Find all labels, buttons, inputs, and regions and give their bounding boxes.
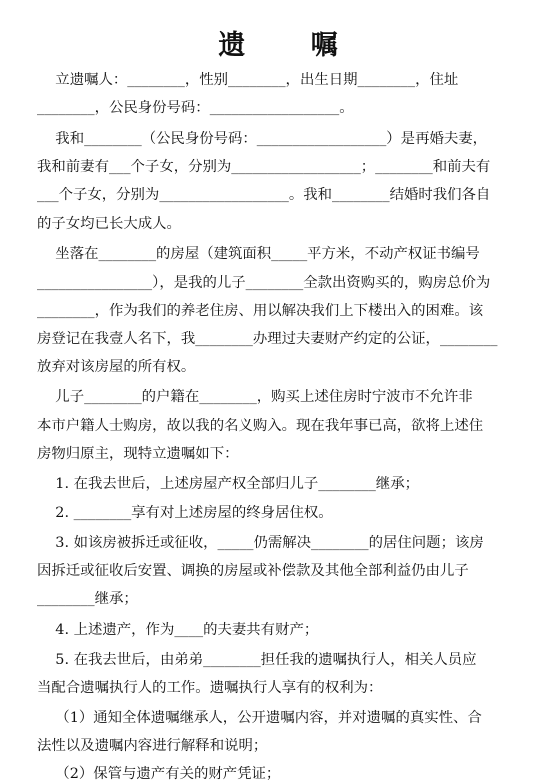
text-line-16: 2. ________享有对上述房屋的终身居住权。 [37, 505, 333, 521]
document-title: 遗 嘱 [218, 30, 366, 61]
text-line-17: 3. 如该房被拆迁或征收，_____仍需解决________的居住问题；该房 [37, 535, 484, 551]
text-line-21: 5. 在我去世后，由弟弟________担任我的遗嘱执行人，相关人员应 [37, 652, 477, 668]
text-line-15: 1. 在我去世后，上述房屋产权全部归儿子________继承； [37, 476, 419, 492]
text-line-18: 因拆迁或征收后安置、调换的房屋或补偿款及其他全部利益仍由儿子 [37, 563, 469, 579]
text-line-8: ________________），是我的儿子________全款出资购买的，购房总价为 [37, 275, 491, 291]
text-line-11: 放弃对该房屋的所有权。 [37, 359, 196, 375]
text-line-22: 当配合遗嘱执行人的工作。遗嘱执行人享有的权利为： [37, 680, 383, 696]
text-line-5: ___个子女，分别为__________________。我和________结婚时我们各自 [37, 187, 491, 203]
text-line-23: （1）通知全体遗嘱继承人，公开遗嘱内容，并对遗嘱的真实性、合 [37, 710, 482, 726]
text-line-25: （2）保管与遗产有关的财产凭证； [37, 766, 281, 782]
text-line-1: 立遗嘱人：________，性别________，出生日期________，住址 [37, 72, 459, 88]
text-line-19: ________继承； [37, 591, 138, 607]
text-line-14: 房物归原主，现特立遗嘱如下： [37, 446, 239, 462]
text-line-12: 儿子________的户籍在________，购买上述住房时宁波市不允许非 [37, 389, 473, 405]
text-line-20: 4. 上述遗产，作为____的夫妻共有财产； [37, 622, 319, 638]
text-line-3: 我和________（公民身份号码：__________________）是再婚夫妻， [37, 131, 488, 147]
text-line-13: 本市户籍人士购房，故以我的名义购入。现在我年事已高，欲将上述住 [37, 418, 484, 434]
text-line-2: ________，公民身份号码：__________________。 [37, 100, 354, 116]
text-line-6: 的子女均已长大成人。 [37, 216, 181, 232]
text-line-9: ________，作为我们的养老住房、用以解决我们上下楼出入的困难。该 [37, 303, 484, 319]
text-line-24: 法性以及遗嘱内容进行解释和说明； [37, 738, 268, 754]
text-line-10: 房登记在我壹人名下，我________办理过夫妻财产约定的公证，________ [37, 331, 498, 347]
text-line-7: 坐落在________的房屋（建筑面积_____平方米，不动产权证书编号 [37, 246, 480, 262]
text-line-4: 我和前妻有___个子女，分别为__________________；________和前夫有 [37, 159, 491, 175]
